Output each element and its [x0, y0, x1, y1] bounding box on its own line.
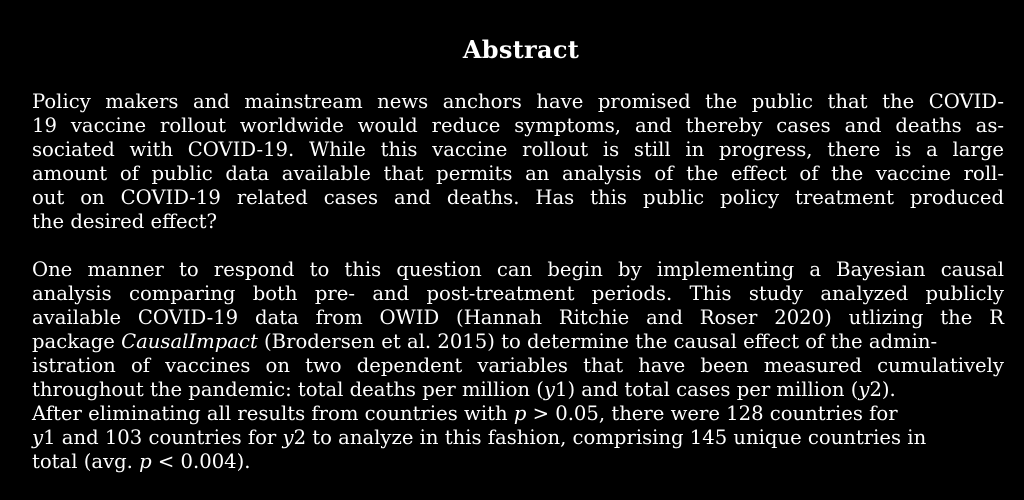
text-segment: ) and total cases per million ( [567, 378, 859, 401]
paragraph-2-line: available COVID-19 data from OWID (Hannah Ritchie and Roser 2020) utlizing the R [32, 306, 1004, 329]
paragraph-2-line [32, 378, 1004, 402]
math-variable: y [32, 426, 44, 449]
text-segment: throughout the pandemic: total deaths per million ( [32, 378, 544, 401]
paragraph-1-line: the desired effect? [32, 210, 217, 233]
math-variable: p [513, 402, 527, 425]
math-variable: y [858, 378, 870, 401]
math-variable: p [139, 450, 152, 473]
text-segment: 1 and 103 countries for [43, 426, 283, 449]
math-subscript: 1 [554, 378, 568, 401]
paragraph-2-line [32, 330, 1004, 354]
paragraph-1-line: sociated with COVID-19. While this vaccine rollout is still in progress, there is a large [32, 138, 1004, 161]
paragraph-2-line: One manner to respond to this question can begin by implementing a Bayesian causal [32, 258, 1004, 281]
paragraph-2-line [32, 426, 1004, 450]
paragraph-1-line: Policy makers and mainstream news anchors have promised the public that the COVID- [32, 90, 1004, 113]
text-segment: package [32, 330, 122, 353]
paragraph-1-line: out on COVID-19 related cases and deaths. Has this public policy treatment produced [32, 186, 1004, 209]
paragraph-2-line [32, 402, 1004, 426]
text-segment: 2 to analyze in this fashion, comprising 145 unique countries in [293, 426, 927, 449]
paragraph-1-line: 19 vaccine rollout worldwide would reduce symptoms, and thereby cases and deaths as- [32, 114, 1004, 137]
text-segment: > 0.05, there were 128 countries for [526, 402, 898, 425]
text-segment: (Brodersen et al. 2015) to determine the causal effect of the admin- [257, 330, 938, 353]
paragraph-1-line: amount of public data available that permits an analysis of the effect of the vaccine roll- [32, 162, 1004, 185]
paragraph-2-line: istration of vaccines on two dependent variables that have been measured cumulatively [32, 354, 1004, 377]
paragraph-2-line: analysis comparing both pre- and post-treatment periods. This study analyzed publicly [32, 282, 1004, 305]
package-name: CausalImpact [121, 330, 258, 353]
text-segment: total (avg. [32, 450, 140, 473]
text-segment: ). [881, 378, 896, 401]
text-segment: After eliminating all results from countries with [32, 402, 514, 425]
abstract-heading: Abstract [462, 35, 580, 64]
math-subscript: 2 [869, 378, 882, 401]
math-variable: y [543, 378, 555, 401]
paragraph-2-line [32, 450, 251, 474]
text-segment: < 0.004). [151, 450, 251, 473]
math-variable: y [282, 426, 294, 449]
